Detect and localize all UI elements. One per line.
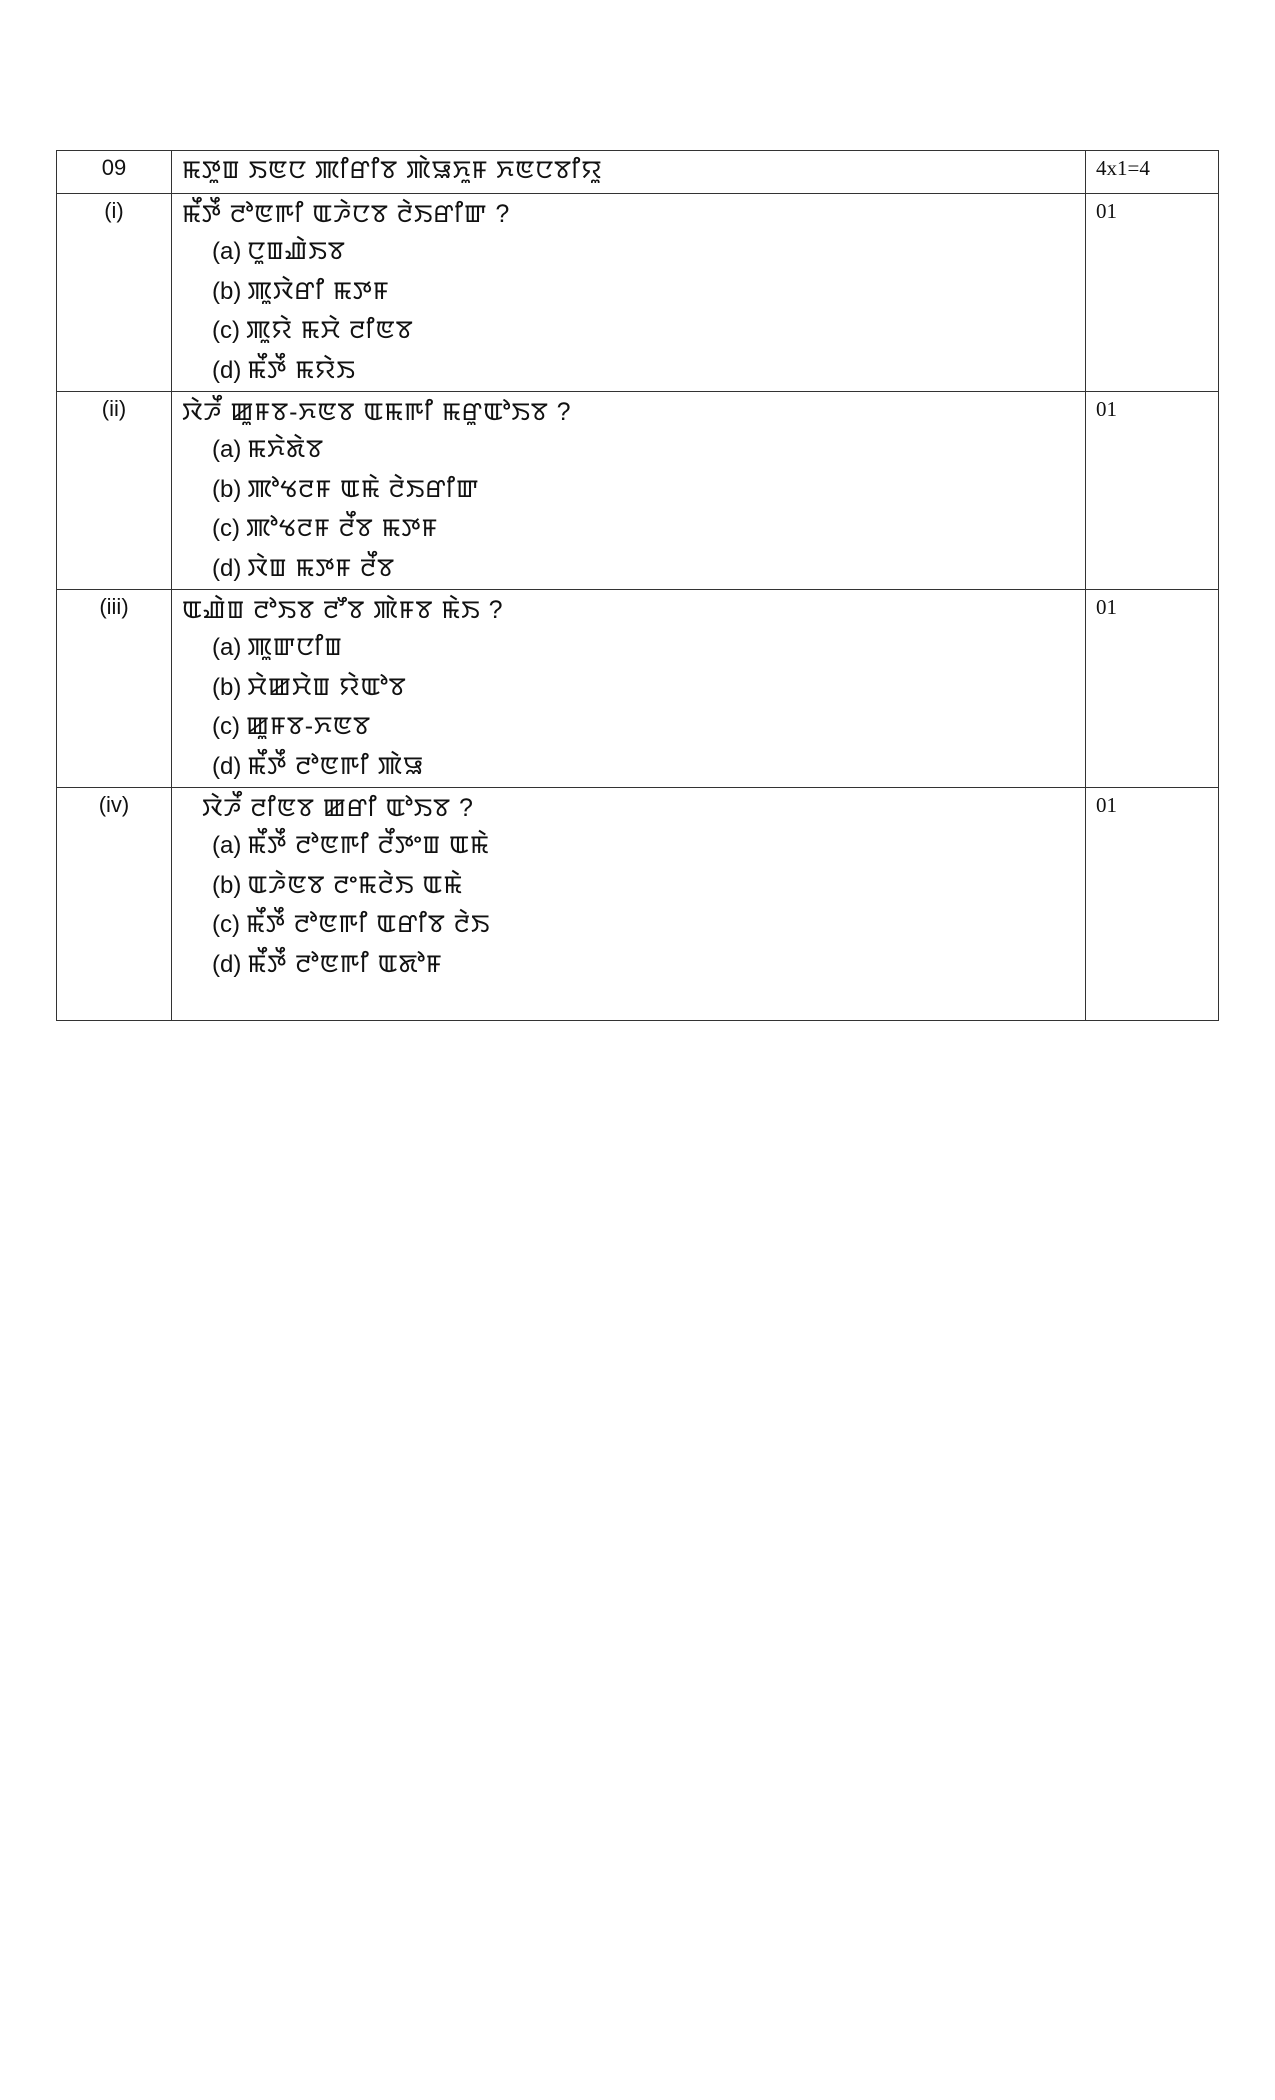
option-text: ꯑꯍꯥꯟꯕ ꯂꯦꯃꯂꯥꯏ ꯑꯃꯥ bbox=[247, 870, 464, 899]
subquestion-marks: 01 bbox=[1086, 788, 1219, 1021]
option-label: (a) bbox=[212, 436, 242, 463]
option-label: (b) bbox=[212, 475, 242, 503]
option-a bbox=[172, 430, 1085, 470]
option-text: ꯃꯩꯇꯩ ꯂꯣꯟꯒꯤ ꯄꯥꯎ bbox=[247, 751, 425, 780]
subquestion-text: ꯋꯥꯍꯩ ꯀꯨꯝꯕ-ꯈꯟꯕ ꯑꯃꯒꯤ ꯃꯔꯨꯑꯣꯏꯕ ? bbox=[182, 398, 572, 426]
option-text: ꯄꯣꯠꯂꯝ ꯂꯩꯕ ꯃꯇꯝ bbox=[245, 514, 439, 542]
subquestion-marks: 01 bbox=[1086, 392, 1219, 590]
option-a bbox=[172, 232, 1085, 272]
option-c bbox=[172, 707, 1085, 747]
subquestion-cell bbox=[172, 194, 1086, 392]
subquestion-marks: 01 bbox=[1086, 194, 1219, 392]
option-label: (a) bbox=[212, 832, 242, 859]
question-row-i bbox=[57, 194, 1219, 392]
option-text: ꯃꯩꯇꯩ ꯂꯣꯟꯒꯤ ꯑꯗꯣꯝ bbox=[247, 949, 443, 978]
subquestion-cell bbox=[172, 788, 1086, 1021]
option-d bbox=[172, 747, 1085, 787]
option-text: ꯃꯩꯇꯩ ꯂꯣꯟꯒꯤ ꯑꯔꯤꯕ ꯂꯥꯏ bbox=[245, 910, 491, 938]
question-heading-row bbox=[57, 151, 1219, 194]
option-b bbox=[172, 272, 1085, 312]
option-label: (a) bbox=[212, 634, 242, 661]
subquestion-text: ꯋꯥꯍꯩ ꯂꯤꯟꯕ ꯀꯔꯤ ꯑꯣꯏꯕ ? bbox=[202, 794, 474, 822]
option-a bbox=[172, 628, 1085, 668]
option-text: ꯀꯨꯝꯕ-ꯈꯟꯕ bbox=[245, 712, 372, 740]
question-number: 09 bbox=[57, 151, 172, 194]
option-text: ꯄꯣꯠꯂꯝ ꯑꯃꯥ ꯂꯥꯏꯔꯤꯛ bbox=[247, 474, 480, 503]
option-label: (b) bbox=[212, 277, 242, 305]
option-text: ꯃꯩꯇꯩ ꯃꯌꯥꯏ bbox=[247, 355, 356, 384]
question-row-ii bbox=[57, 392, 1219, 590]
option-d bbox=[172, 549, 1085, 589]
subquestion-text: ꯃꯩꯇꯩ ꯂꯣꯟꯒꯤ ꯑꯍꯥꯅꯕ ꯂꯥꯏꯔꯤꯛ ? bbox=[182, 200, 511, 228]
option-c bbox=[172, 905, 1085, 945]
option-label: (d) bbox=[212, 356, 242, 384]
subquestion-number: (i) bbox=[57, 194, 172, 392]
option-label: (a) bbox=[212, 238, 242, 265]
option-text: ꯃꯈꯥꯗꯥꯕ bbox=[247, 435, 324, 463]
option-d bbox=[172, 945, 1085, 985]
option-text: ꯅꯨꯡꯉꯥꯏꯕ bbox=[247, 237, 346, 265]
option-label: (c) bbox=[212, 911, 240, 938]
subquestion-number: (iii) bbox=[57, 590, 172, 788]
subquestion-number: (ii) bbox=[57, 392, 172, 590]
question-instruction: ꯃꯇꯨꯡ ꯏꯟꯅ ꯄꯤꯔꯤꯕ ꯄꯥꯎꯈꯨꯝ ꯈꯟꯅꯕꯤꯌꯨ bbox=[172, 151, 1086, 194]
subquestion-marks: 01 bbox=[1086, 590, 1219, 788]
option-label: (c) bbox=[212, 515, 240, 542]
subquestion-cell bbox=[172, 392, 1086, 590]
subquestion-text: ꯑꯉꯥꯡ ꯂꯣꯏꯕ ꯂꯧꯕ ꯄꯥꯝꯕ ꯃꯥꯏ ? bbox=[182, 596, 504, 624]
question-row-iii bbox=[57, 590, 1219, 788]
option-label: (d) bbox=[212, 752, 242, 780]
marks-total: 4x1=4 bbox=[1086, 151, 1219, 194]
option-text: ꯆꯥꯀꯆꯥꯡ ꯌꯥꯑꯣꯕ bbox=[247, 672, 407, 701]
option-text: ꯃꯩꯇꯩ ꯂꯣꯟꯒꯤ ꯂꯩꯇꯦꯡ ꯑꯃꯥ bbox=[247, 831, 490, 859]
option-b bbox=[172, 668, 1085, 708]
question-row-iv bbox=[57, 788, 1219, 1021]
option-c bbox=[172, 311, 1085, 351]
subquestion-cell bbox=[172, 590, 1086, 788]
option-text: ꯄꯨꯋꯥꯔꯤ ꯃꯇꯝ bbox=[247, 276, 390, 305]
question-sheet bbox=[56, 150, 1218, 1021]
option-c bbox=[172, 509, 1085, 549]
option-label: (b) bbox=[212, 871, 242, 899]
option-text: ꯋꯥꯡ ꯃꯇꯝ ꯂꯩꯕ bbox=[247, 553, 396, 582]
question-table bbox=[56, 150, 1219, 1021]
subquestion-number: (iv) bbox=[57, 788, 172, 1021]
option-b bbox=[172, 866, 1085, 906]
option-label: (d) bbox=[212, 554, 242, 582]
option-b bbox=[172, 470, 1085, 510]
option-label: (c) bbox=[212, 713, 240, 740]
option-label: (d) bbox=[212, 950, 242, 978]
option-a bbox=[172, 826, 1085, 866]
option-d bbox=[172, 351, 1085, 391]
option-label: (c) bbox=[212, 317, 240, 344]
option-label: (b) bbox=[212, 673, 242, 701]
option-text: ꯄꯨꯌꯥ ꯃꯆꯥ ꯂꯤꯟꯕ bbox=[245, 316, 414, 344]
option-text: ꯄꯨꯛꯅꯤꯡ bbox=[247, 633, 343, 661]
